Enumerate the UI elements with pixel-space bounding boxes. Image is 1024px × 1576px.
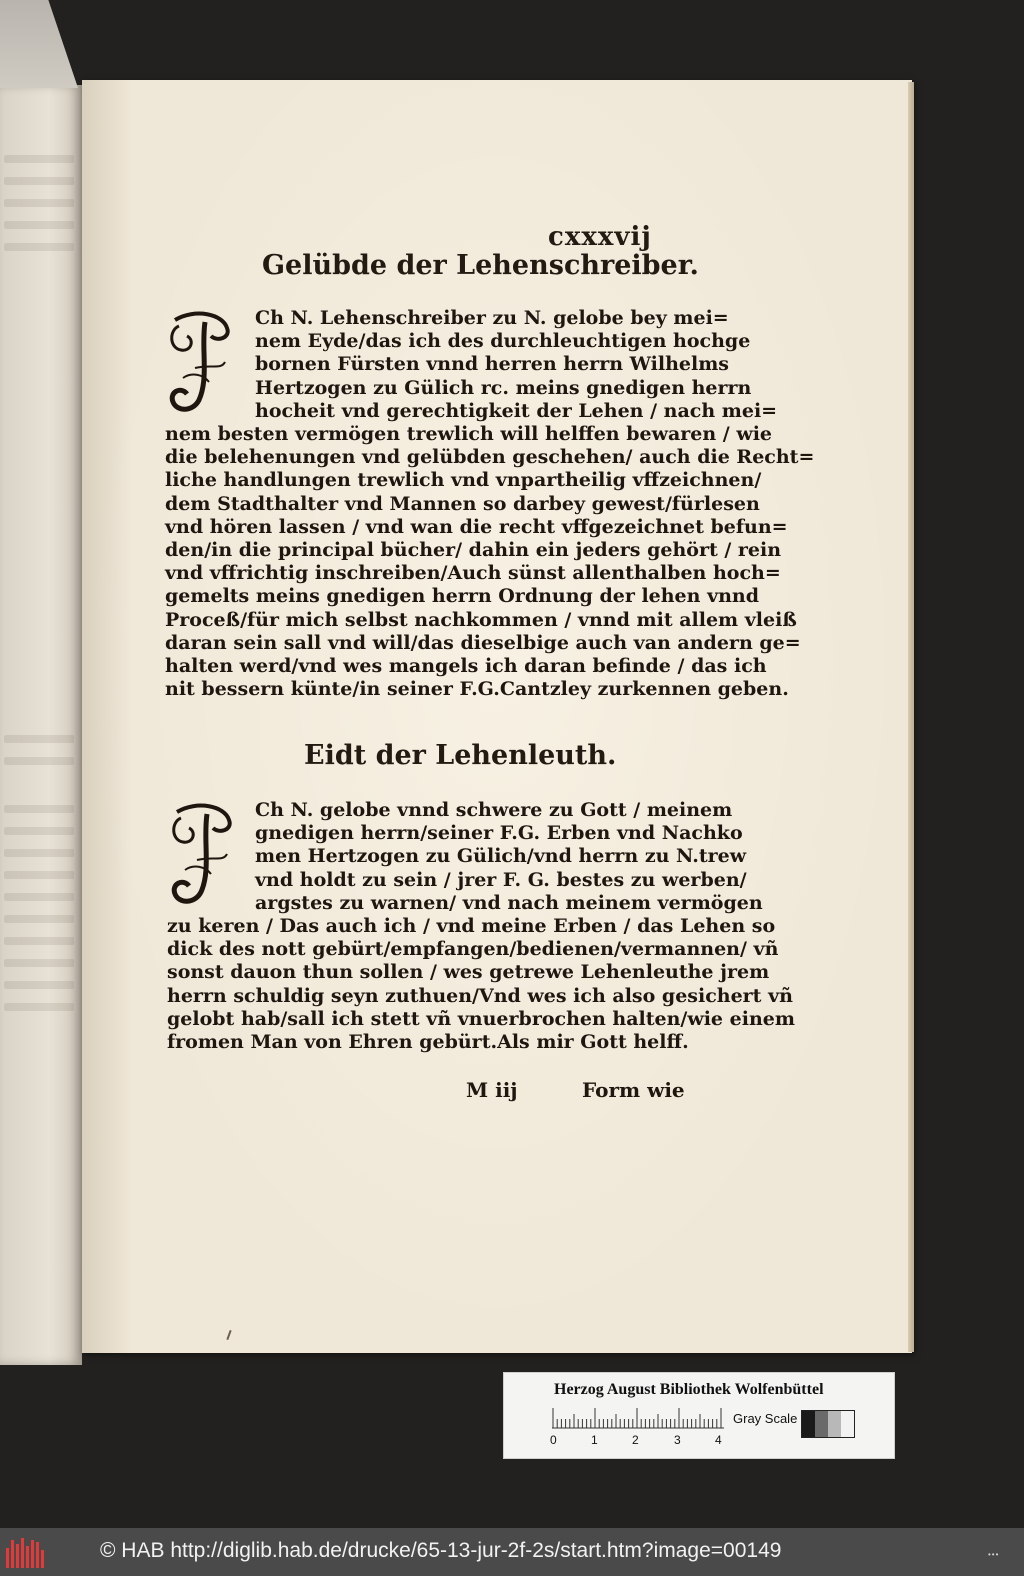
text-line: gelobt hab/sall ich stett vñ vnuerbrochen halten/wie einem [167,1007,795,1030]
ruler-label: 3 [674,1433,681,1447]
ruler-scale-icon [552,1407,724,1429]
text-line: argstes zu warnen/ vnd nach meinem vermögen [255,891,763,914]
folio-number: cxxxvij [548,222,652,252]
text-line: men Hertzogen zu Gülich/vnd herrn zu N.trew [255,845,747,868]
text-line: die belehenungen vnd gelübden geschehen/ auch die Recht= [165,446,815,469]
text-line: zu keren / Das auch ich / vnd meine Erben / das Lehen so [167,915,776,938]
text-line: Ch N. gelobe vnnd schwere zu Gott / meinem [255,799,733,821]
text-line: daran sein sall vnd will/das dieselbige auch van andern ge= [165,631,801,654]
text-line: vnd holdt zu sein / jrer F. G. bestes zu werben/ [255,868,747,891]
library-name: Herzog August Bibliothek Wolfenbüttel [554,1381,824,1398]
viewer-footer [0,1528,1024,1576]
signature-mark: M iij [466,1078,518,1102]
oath-paragraph-lehenschreiber [165,307,815,701]
text-line: Proceß/für mich selbst nachkommen / vnnd mit allem vleiß [165,608,797,631]
ruler-label: 4 [715,1433,722,1447]
text-line: hocheit vnd gerechtigkeit der Lehen / nach mei= [255,399,778,422]
text-line: fromen Man von Ehren gebürt.Als mir Gott helff. [167,1031,689,1054]
catchword: Form wie [582,1078,685,1102]
text-line: gemelts meins gnedigen herrn Ordnung der lehen vnnd [165,585,760,608]
left-page-corner [0,0,78,88]
text-line: nem Eyde/das ich des durchleuchtigen hochge [255,330,751,353]
ruler-label: 1 [591,1433,598,1447]
page-edge [908,82,914,1352]
text-line: vnd hören lassen / vnd wan die recht vffgezeichnet befun= [165,515,788,538]
text-line: gnedigen herrn/seiner F.G. Erben vnd Nachko [255,822,743,845]
text-line: dem Stadthalter vnd Mannen so darbey gewest/fürlesen [165,492,760,515]
text-line: liche handlungen trewlich vnd vnpartheilig vffzeichnen/ [165,469,762,492]
text-line: den/in die principal bücher/ dahin ein jeders gehört / rein [165,539,782,562]
section-heading-lehenschreiber: Gelübde der Lehenschreiber. [262,250,699,281]
hab-logo-icon [6,1536,46,1568]
text-line: vnd vffrichtig inschreiben/Auch sünst allenthalben hoch= [165,562,781,585]
text-line: dick des nott gebürt/empfangen/bedienen/vermannen/ vñ [167,938,779,961]
ruler-label: 0 [550,1433,557,1447]
gray-scale-swatch [801,1410,855,1438]
library-color-card [503,1372,895,1459]
permalink-text[interactable]: © HAB http://diglib.hab.de/drucke/65-13-jur-2f-2s/start.htm?image=00149 [100,1539,782,1562]
text-line: nem besten vermögen trewlich will helffen bewaren / wie [165,423,773,446]
text-line: nit bessern künte/in seiner F.G.Cantzley zurkennen geben. [165,678,789,701]
section-heading-lehenleuth: Eidt der Lehenleuth. [304,740,617,771]
text-line: halten werd/vnd wes mangels ich daran befinde / das ich [165,655,767,678]
left-page-edge [0,85,82,1365]
text-line: herrn schuldig seyn zuthuen/Vnd wes ich also gesichert vñ [167,984,793,1007]
gray-scale-label: Gray Scale [733,1411,798,1426]
text-line: Hertzogen zu Gülich rc. meins gnedigen herrn [255,376,752,399]
text-line: sonst dauon thun sollen / wes getrewe Lehenleuthe jrem [167,961,770,984]
text-line: Ch N. Lehenschreiber zu N. gelobe bey mei= [255,307,729,329]
oath-paragraph-lehenleuth [167,799,795,1054]
text-line: bornen Fürsten vnnd herren herrn Wilhelms [255,353,729,376]
more-icon[interactable]: ••• [988,1550,1000,1559]
ruler-label: 2 [632,1433,639,1447]
